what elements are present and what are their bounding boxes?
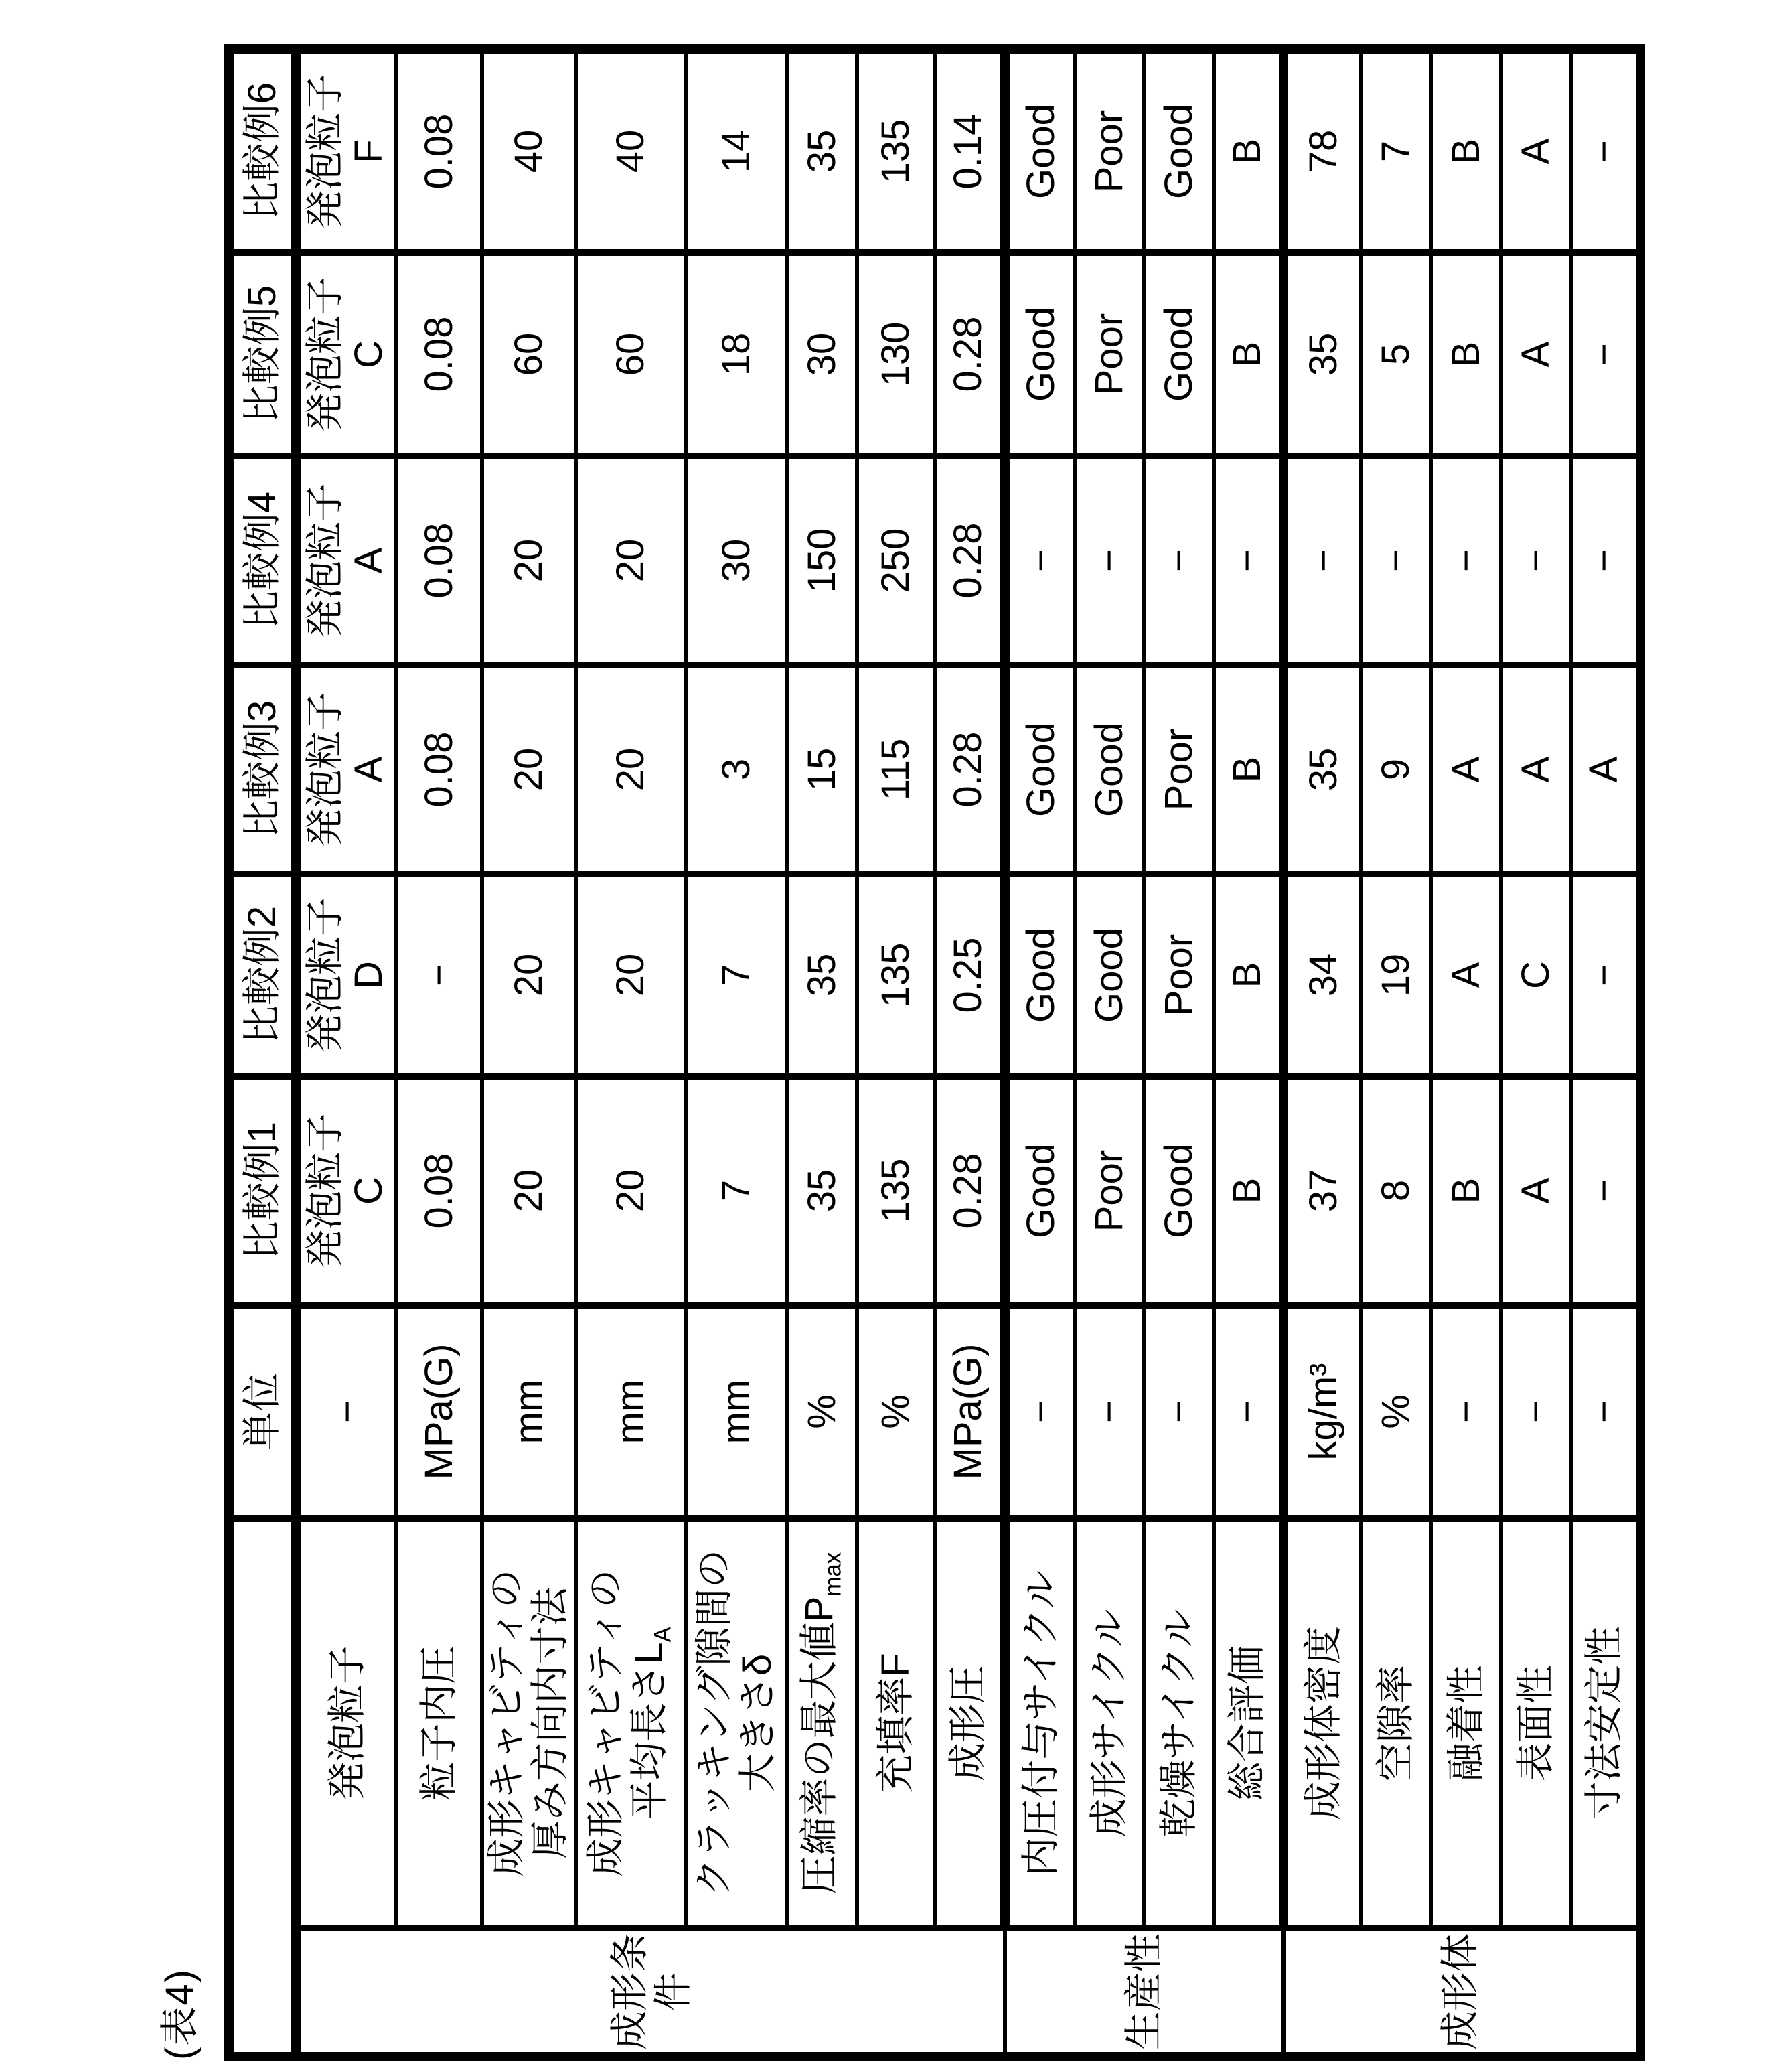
table-row bbox=[686, 49, 787, 2057]
table-row bbox=[1431, 49, 1501, 2057]
unit-cell: − bbox=[1431, 1305, 1501, 1518]
table-cell: 20 bbox=[576, 874, 686, 1076]
table-cell: − bbox=[1284, 456, 1361, 665]
row-header: 成形体密度 bbox=[1284, 1518, 1361, 1928]
table-cell: 0.28 bbox=[935, 665, 1005, 874]
table-cell: B bbox=[1431, 1076, 1501, 1305]
unit-cell: − bbox=[1501, 1305, 1571, 1518]
table-cell: − bbox=[1571, 49, 1640, 252]
table-cell: Good bbox=[1005, 252, 1075, 456]
unit-cell: % bbox=[1361, 1305, 1431, 1518]
table-cell: Poor bbox=[1144, 665, 1214, 874]
col-header-example-1: 比較例1 bbox=[229, 1076, 296, 1305]
table-cell: 8 bbox=[1361, 1076, 1431, 1305]
table-cell: 135 bbox=[857, 1076, 935, 1305]
table-cell: A bbox=[1431, 665, 1501, 874]
table-cell: Good bbox=[1005, 874, 1075, 1076]
table-cell: 135 bbox=[857, 49, 935, 252]
table-cell: Good bbox=[1144, 1076, 1214, 1305]
table-cell: Poor bbox=[1075, 1076, 1144, 1305]
row-header-label: 圧縮率の最大値P bbox=[797, 1596, 841, 1895]
table-cell: 20 bbox=[576, 665, 686, 874]
table-cell: − bbox=[396, 874, 482, 1076]
table-row bbox=[1144, 49, 1214, 2057]
unit-cell: % bbox=[787, 1305, 857, 1518]
table-cell: 30 bbox=[686, 456, 787, 665]
row-header: 総合評価 bbox=[1214, 1518, 1284, 1928]
table-cell: − bbox=[1214, 456, 1284, 665]
table-cell: A bbox=[1501, 252, 1571, 456]
table-cell: 60 bbox=[576, 252, 686, 456]
table-cell: 0.08 bbox=[396, 665, 482, 874]
table-cell: 0.28 bbox=[935, 1076, 1005, 1305]
table-cell: B bbox=[1214, 665, 1284, 874]
table-cell: 30 bbox=[787, 252, 857, 456]
table-cell: A bbox=[1501, 1076, 1571, 1305]
row-header: 成形圧 bbox=[935, 1518, 1005, 1928]
table-cell: B bbox=[1214, 874, 1284, 1076]
table-row bbox=[1214, 49, 1284, 2057]
table-row bbox=[1501, 49, 1571, 2057]
table-cell: 115 bbox=[857, 665, 935, 874]
table-cell: A bbox=[1501, 49, 1571, 252]
table-cell: C bbox=[1501, 874, 1571, 1076]
table-cell: 18 bbox=[686, 252, 787, 456]
row-header: 内圧付与サイクル bbox=[1005, 1518, 1075, 1928]
table-cell: 0.08 bbox=[396, 456, 482, 665]
table-cell: Poor bbox=[1075, 252, 1144, 456]
table-cell: 0.08 bbox=[396, 49, 482, 252]
table-cell: 0.25 bbox=[935, 874, 1005, 1076]
table-cell: 0.08 bbox=[396, 1076, 482, 1305]
col-header-example-6: 比較例6 bbox=[229, 49, 296, 252]
table-cell: 7 bbox=[686, 874, 787, 1076]
table-cell: 35 bbox=[787, 1076, 857, 1305]
row-header: 粒子内圧 bbox=[396, 1518, 482, 1928]
col-header-example-4: 比較例4 bbox=[229, 456, 296, 665]
table-cell: 発泡粒子 F bbox=[296, 49, 396, 252]
table-cell: 20 bbox=[482, 456, 576, 665]
table-cell: 0.08 bbox=[396, 252, 482, 456]
col-header-example-5: 比較例5 bbox=[229, 252, 296, 456]
table-cell: 150 bbox=[787, 456, 857, 665]
table-cell: 7 bbox=[1361, 49, 1431, 252]
row-header-label: 成形キャビティの 平均長さL bbox=[584, 1569, 672, 1877]
table-cell: 20 bbox=[482, 1076, 576, 1305]
table-cell: 130 bbox=[857, 252, 935, 456]
group-label-molding-conditions: 成形条件 bbox=[296, 1928, 1005, 2057]
table-cell: 発泡粒子 C bbox=[296, 252, 396, 456]
row-header: 寸法安定性 bbox=[1571, 1518, 1640, 1928]
table-cell: 0.28 bbox=[935, 252, 1005, 456]
table-cell: B bbox=[1431, 252, 1501, 456]
row-header: クラッキング隙間の 大きさδ bbox=[686, 1518, 787, 1928]
col-header-example-3: 比較例3 bbox=[229, 665, 296, 874]
subscript: A bbox=[649, 1627, 676, 1643]
row-header bbox=[787, 1518, 857, 1928]
table-cell: − bbox=[1075, 456, 1144, 665]
table-cell: − bbox=[1571, 1076, 1640, 1305]
table-cell: 35 bbox=[1284, 252, 1361, 456]
table-cell: 20 bbox=[482, 874, 576, 1076]
table-cell: − bbox=[1144, 456, 1214, 665]
table-cell: 3 bbox=[686, 665, 787, 874]
table-cell: 9 bbox=[1361, 665, 1431, 874]
table-cell: − bbox=[1571, 456, 1640, 665]
table-cell: 15 bbox=[787, 665, 857, 874]
table-cell: − bbox=[1361, 456, 1431, 665]
table-cell: 37 bbox=[1284, 1076, 1361, 1305]
table-cell: 14 bbox=[686, 49, 787, 252]
row-header: 融着性 bbox=[1431, 1518, 1501, 1928]
table-cell: 発泡粒子 A bbox=[296, 665, 396, 874]
table-cell: Good bbox=[1144, 49, 1214, 252]
table-cell: 135 bbox=[857, 874, 935, 1076]
table-row bbox=[1571, 49, 1640, 2057]
table-row bbox=[1075, 49, 1144, 2057]
unit-cell: − bbox=[1075, 1305, 1144, 1518]
table-cell: 20 bbox=[576, 456, 686, 665]
corner-cell bbox=[229, 1518, 296, 2057]
unit-cell: mm bbox=[576, 1305, 686, 1518]
table-cell: 0.14 bbox=[935, 49, 1005, 252]
table-cell: − bbox=[1501, 456, 1571, 665]
header-row bbox=[229, 49, 296, 2057]
table-cell: Good bbox=[1005, 665, 1075, 874]
unit-cell: MPa(G) bbox=[935, 1305, 1005, 1518]
row-header: 成形キャビティの 厚み方向内寸法 bbox=[482, 1518, 576, 1928]
unit-cell: − bbox=[1214, 1305, 1284, 1518]
table-cell: B bbox=[1214, 49, 1284, 252]
unit-cell: % bbox=[857, 1305, 935, 1518]
table-cell: A bbox=[1431, 874, 1501, 1076]
table-cell: 35 bbox=[1284, 665, 1361, 874]
table-row bbox=[1361, 49, 1431, 2057]
table-cell: 35 bbox=[787, 874, 857, 1076]
unit-cell: mm bbox=[482, 1305, 576, 1518]
table-cell: 34 bbox=[1284, 874, 1361, 1076]
table-cell: 発泡粒子 A bbox=[296, 456, 396, 665]
table-row bbox=[482, 49, 576, 2057]
table-cell: Good bbox=[1075, 665, 1144, 874]
table-cell: B bbox=[1431, 49, 1501, 252]
table-cell: Good bbox=[1005, 1076, 1075, 1305]
col-header-example-2: 比較例2 bbox=[229, 874, 296, 1076]
table-cell: A bbox=[1501, 665, 1571, 874]
table-row bbox=[296, 49, 396, 2057]
table-cell: 20 bbox=[482, 665, 576, 874]
unit-cell: − bbox=[296, 1305, 396, 1518]
unit-cell: − bbox=[1144, 1305, 1214, 1518]
row-header: 充填率F bbox=[857, 1518, 935, 1928]
row-header: 表面性 bbox=[1501, 1518, 1571, 1928]
table-cell: Poor bbox=[1144, 874, 1214, 1076]
table-cell: 40 bbox=[576, 49, 686, 252]
unit-cell: kg/m³ bbox=[1284, 1305, 1361, 1518]
table-row bbox=[396, 49, 482, 2057]
table-row bbox=[576, 49, 686, 2057]
table-row bbox=[1284, 49, 1361, 2057]
table-cell: 19 bbox=[1361, 874, 1431, 1076]
group-label-molded-body: 成形体 bbox=[1284, 1928, 1640, 2057]
table-cell: 0.28 bbox=[935, 456, 1005, 665]
unit-column-header: 単位 bbox=[229, 1305, 296, 1518]
rotated-table-block bbox=[137, 20, 1645, 2061]
unit-cell: MPa(G) bbox=[396, 1305, 482, 1518]
row-header: 乾燥サイクル bbox=[1144, 1518, 1214, 1928]
table-cell: Good bbox=[1075, 874, 1144, 1076]
unit-cell: − bbox=[1571, 1305, 1640, 1518]
table-cell: − bbox=[1571, 874, 1640, 1076]
unit-cell: mm bbox=[686, 1305, 787, 1518]
table-cell: 35 bbox=[787, 49, 857, 252]
table-cell: 78 bbox=[1284, 49, 1361, 252]
table-cell: 60 bbox=[482, 252, 576, 456]
table-cell: Good bbox=[1144, 252, 1214, 456]
comparative-examples-table bbox=[224, 44, 1645, 2061]
table-cell: 20 bbox=[576, 1076, 686, 1305]
table-cell: 発泡粒子 D bbox=[296, 874, 396, 1076]
subscript: max bbox=[820, 1552, 846, 1597]
table-row bbox=[857, 49, 935, 2057]
table-cell: B bbox=[1214, 252, 1284, 456]
table-cell: Poor bbox=[1075, 49, 1144, 252]
group-label-productivity: 生産性 bbox=[1005, 1928, 1284, 2057]
row-header: 発泡粒子 bbox=[296, 1518, 396, 1928]
table-cell: Good bbox=[1005, 49, 1075, 252]
table-cell: − bbox=[1431, 456, 1501, 665]
table-cell: B bbox=[1214, 1076, 1284, 1305]
row-header: 成形サイクル bbox=[1075, 1518, 1144, 1928]
table-cell: 7 bbox=[686, 1076, 787, 1305]
unit-cell: − bbox=[1005, 1305, 1075, 1518]
row-header: 空隙率 bbox=[1361, 1518, 1431, 1928]
table-cell: 5 bbox=[1361, 252, 1431, 456]
table-cell: 250 bbox=[857, 456, 935, 665]
table-row bbox=[787, 49, 857, 2057]
row-header bbox=[576, 1518, 686, 1928]
table-caption: (表4) bbox=[158, 1968, 202, 2060]
table-cell: 発泡粒子 C bbox=[296, 1076, 396, 1305]
table-cell: 40 bbox=[482, 49, 576, 252]
table-row bbox=[1005, 49, 1075, 2057]
table-cell: − bbox=[1005, 456, 1075, 665]
table-cell: A bbox=[1571, 665, 1640, 874]
table-cell: − bbox=[1571, 252, 1640, 456]
table-row bbox=[935, 49, 1005, 2057]
